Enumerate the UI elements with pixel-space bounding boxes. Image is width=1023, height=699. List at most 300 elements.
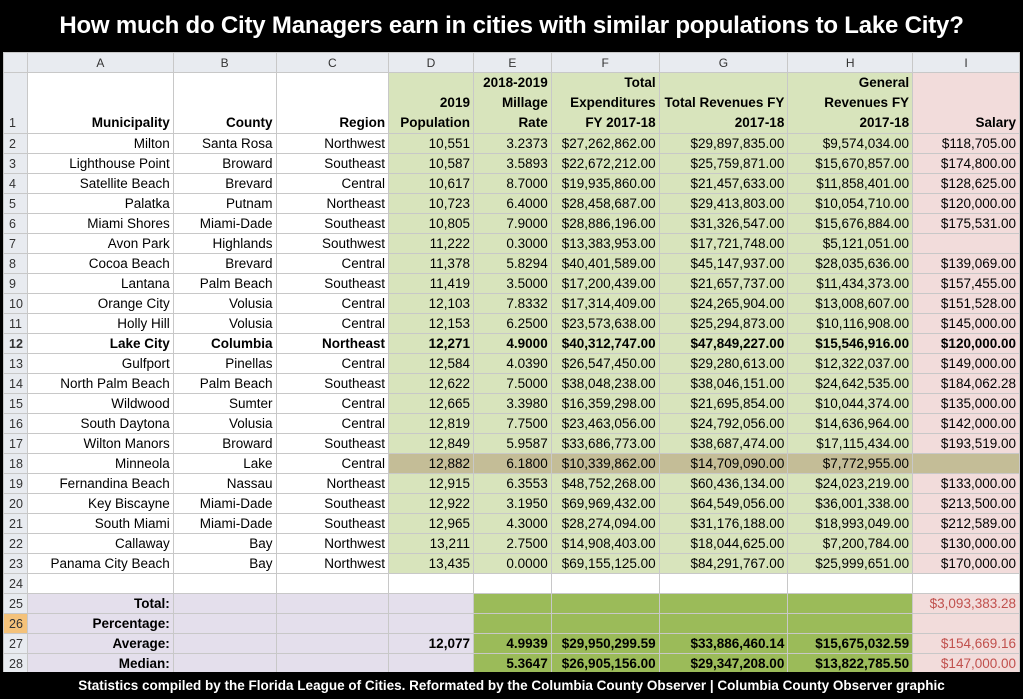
cell-municipality[interactable]: Panama City Beach [27,554,173,574]
column-header[interactable]: H [788,53,913,73]
cell-general[interactable]: $12,322,037.00 [788,354,913,374]
row-number[interactable]: 26 [4,614,28,634]
average-row [4,634,1020,654]
cell-municipality[interactable]: Lighthouse Point [27,154,173,174]
cell-county[interactable]: Santa Rosa [173,134,276,154]
cell-salary[interactable]: $175,531.00 [913,214,1020,234]
cell-general[interactable]: $24,023,219.00 [788,474,913,494]
cell-population[interactable]: 10,587 [389,154,474,174]
cell-region[interactable]: Central [276,294,389,314]
cell-county[interactable]: Broward [173,434,276,454]
row-number[interactable]: 14 [4,374,28,394]
total-label[interactable]: Total: [27,594,173,614]
cell-county[interactable]: Highlands [173,234,276,254]
cell-population[interactable]: 12,915 [389,474,474,494]
cell-revenues[interactable]: $29,897,835.00 [659,134,788,154]
row-number[interactable]: 3 [4,154,28,174]
cell-population[interactable]: 10,805 [389,214,474,234]
cell-region[interactable]: Southeast [276,374,389,394]
column-header[interactable]: D [389,53,474,73]
cell-municipality[interactable]: Fernandina Beach [27,474,173,494]
cell-millage[interactable]: 5.9587 [473,434,551,454]
cell-salary[interactable]: $139,069.00 [913,254,1020,274]
cell-millage[interactable]: 6.1800 [473,454,551,474]
column-header-row [4,53,1020,73]
cell-county[interactable]: Nassau [173,474,276,494]
cell-county[interactable]: Bay [173,534,276,554]
header-revenues[interactable]: Total Revenues FY 2017-18 [659,73,788,134]
cell-population[interactable]: 12,965 [389,514,474,534]
cell-millage[interactable]: 5.8294 [473,254,551,274]
cell-revenues[interactable]: $24,265,904.00 [659,294,788,314]
cell-salary[interactable]: $135,000.00 [913,394,1020,414]
cell-millage[interactable]: 3.5000 [473,274,551,294]
cell[interactable] [276,574,389,594]
cell-millage[interactable]: 3.1950 [473,494,551,514]
cell[interactable] [276,614,389,634]
cell-salary[interactable]: $130,000.00 [913,534,1020,554]
row-number[interactable]: 15 [4,394,28,414]
cell-general[interactable]: $7,200,784.00 [788,534,913,554]
column-header[interactable]: B [173,53,276,73]
cell-expenditures[interactable]: $48,752,268.00 [551,474,659,494]
cell-general[interactable]: $10,044,374.00 [788,394,913,414]
cell-expenditures[interactable]: $14,908,403.00 [551,534,659,554]
cell-millage[interactable]: 7.7500 [473,414,551,434]
cell-population[interactable]: 10,723 [389,194,474,214]
cell[interactable] [173,654,276,673]
cell[interactable] [473,594,551,614]
cell-general[interactable]: $28,035,636.00 [788,254,913,274]
cell-expenditures[interactable]: $40,312,747.00 [551,334,659,354]
row-number[interactable]: 5 [4,194,28,214]
cell[interactable] [551,594,659,614]
cell-millage[interactable]: 7.5000 [473,374,551,394]
cell-municipality[interactable]: Orange City [27,294,173,314]
cell-general[interactable]: $10,116,908.00 [788,314,913,334]
cell-expenditures[interactable]: $17,314,409.00 [551,294,659,314]
cell-expenditures[interactable]: $69,969,432.00 [551,494,659,514]
cell-expenditures[interactable]: $33,686,773.00 [551,434,659,454]
cell-revenues[interactable]: $38,046,151.00 [659,374,788,394]
cell-expenditures[interactable]: $27,262,862.00 [551,134,659,154]
cell-revenues[interactable]: $18,044,625.00 [659,534,788,554]
column-header[interactable]: G [659,53,788,73]
cell-general[interactable]: $18,993,049.00 [788,514,913,534]
cell-salary[interactable]: $212,589.00 [913,514,1020,534]
row-number[interactable]: 10 [4,294,28,314]
average-revenues[interactable]: $33,886,460.14 [659,634,788,654]
row-number[interactable]: 12 [4,334,28,354]
cell-millage[interactable]: 2.7500 [473,534,551,554]
column-header[interactable]: A [27,53,173,73]
median-millage[interactable]: 5.3647 [473,654,551,673]
cell-revenues[interactable]: $25,759,871.00 [659,154,788,174]
cell-region[interactable]: Central [276,254,389,274]
cell-population[interactable]: 12,849 [389,434,474,454]
cell[interactable] [788,594,913,614]
column-header[interactable]: I [913,53,1020,73]
median-expenditures[interactable]: $26,905,156.00 [551,654,659,673]
cell-salary[interactable]: $170,000.00 [913,554,1020,574]
cell-general[interactable]: $15,670,857.00 [788,154,913,174]
cell-municipality[interactable]: Holly Hill [27,314,173,334]
row-number[interactable]: 20 [4,494,28,514]
cell-population[interactable]: 12,153 [389,314,474,334]
cell-millage[interactable]: 3.5893 [473,154,551,174]
column-header[interactable]: F [551,53,659,73]
cell-millage[interactable]: 8.7000 [473,174,551,194]
cell-general[interactable]: $7,772,955.00 [788,454,913,474]
cell-general[interactable]: $17,115,434.00 [788,434,913,454]
cell-expenditures[interactable]: $28,886,196.00 [551,214,659,234]
cell-revenues[interactable]: $25,294,873.00 [659,314,788,334]
row-number[interactable]: 1 [4,73,28,134]
cell-municipality[interactable]: Lantana [27,274,173,294]
cell[interactable] [659,594,788,614]
cell[interactable] [389,594,474,614]
cell-expenditures[interactable]: $23,463,056.00 [551,414,659,434]
cell-general[interactable]: $5,121,051.00 [788,234,913,254]
cell-region[interactable]: Northwest [276,534,389,554]
row-number[interactable]: 18 [4,454,28,474]
cell-millage[interactable]: 6.4000 [473,194,551,214]
cell-general[interactable]: $11,858,401.00 [788,174,913,194]
cell-millage[interactable]: 4.3000 [473,514,551,534]
header-county[interactable]: County [173,73,276,134]
cell-county[interactable]: Lake [173,454,276,474]
row-number[interactable]: 2 [4,134,28,154]
header-expenditures[interactable]: Total Expenditures FY 2017-18 [551,73,659,134]
cell-region[interactable]: Northeast [276,334,389,354]
cell-millage[interactable]: 0.0000 [473,554,551,574]
median-revenues[interactable]: $29,347,208.00 [659,654,788,673]
cell-general[interactable]: $15,546,916.00 [788,334,913,354]
cell-general[interactable]: $25,999,651.00 [788,554,913,574]
average-label[interactable]: Average: [27,634,173,654]
header-region[interactable]: Region [276,73,389,134]
cell-county[interactable]: Columbia [173,334,276,354]
cell-revenues[interactable]: $29,413,803.00 [659,194,788,214]
row-number[interactable]: 25 [4,594,28,614]
cell-population[interactable]: 10,551 [389,134,474,154]
cell-region[interactable]: Central [276,414,389,434]
row-number[interactable]: 9 [4,274,28,294]
row-number[interactable]: 4 [4,174,28,194]
table-row [4,174,1020,194]
cell-expenditures[interactable]: $10,339,862.00 [551,454,659,474]
cell-municipality[interactable]: Key Biscayne [27,494,173,514]
cell-revenues[interactable]: $14,709,090.00 [659,454,788,474]
cell-revenues[interactable]: $38,687,474.00 [659,434,788,454]
row-number[interactable]: 24 [4,574,28,594]
cell-revenues[interactable]: $64,549,056.00 [659,494,788,514]
cell-expenditures[interactable]: $40,401,589.00 [551,254,659,274]
row-number[interactable]: 19 [4,474,28,494]
select-all-corner[interactable] [4,53,28,73]
cell-salary[interactable]: $149,000.00 [913,354,1020,374]
cell-expenditures[interactable]: $26,547,450.00 [551,354,659,374]
cell[interactable] [276,634,389,654]
cell-county[interactable]: Palm Beach [173,274,276,294]
cell-region[interactable]: Central [276,174,389,194]
cell-millage[interactable]: 3.2373 [473,134,551,154]
cell-county[interactable]: Broward [173,154,276,174]
cell-region[interactable]: Central [276,394,389,414]
percentage-label[interactable]: Percentage: [27,614,173,634]
cell-millage[interactable]: 3.3980 [473,394,551,414]
cell-general[interactable]: $10,054,710.00 [788,194,913,214]
cell-population[interactable]: 10,617 [389,174,474,194]
header-row [4,73,1020,134]
cell-population[interactable]: 12,819 [389,414,474,434]
cell-region[interactable]: Northeast [276,194,389,214]
cell-millage[interactable]: 6.3553 [473,474,551,494]
cell-revenues[interactable]: $17,721,748.00 [659,234,788,254]
column-header[interactable]: E [473,53,551,73]
cell-municipality[interactable]: South Miami [27,514,173,534]
cell[interactable] [389,574,474,594]
cell-population[interactable]: 12,922 [389,494,474,514]
cell-salary[interactable]: $174,800.00 [913,154,1020,174]
cell[interactable] [27,574,173,594]
header-general-revenues[interactable]: General Revenues FY 2017-18 [788,73,913,134]
cell-region[interactable]: Northeast [276,474,389,494]
cell-salary[interactable]: $193,519.00 [913,434,1020,454]
cell-municipality[interactable]: Cocoa Beach [27,254,173,274]
cell-expenditures[interactable]: $28,458,687.00 [551,194,659,214]
cell[interactable] [913,574,1020,594]
cell-county[interactable]: Miami-Dade [173,214,276,234]
cell[interactable] [913,614,1020,634]
cell-salary[interactable] [913,234,1020,254]
cell-salary[interactable]: $151,528.00 [913,294,1020,314]
cell-millage[interactable]: 6.2500 [473,314,551,334]
footer-credit: Statistics compiled by the Florida League of Cities. Reformated by the Columbia County Observer | Columbia County Observer graphic [78,678,945,693]
cell[interactable] [659,614,788,634]
average-expenditures[interactable]: $29,950,299.59 [551,634,659,654]
row-number[interactable]: 23 [4,554,28,574]
cell-salary[interactable]: $157,455.00 [913,274,1020,294]
column-header[interactable]: C [276,53,389,73]
average-population[interactable]: 12,077 [389,634,474,654]
cell[interactable] [276,654,389,673]
cell[interactable] [551,614,659,634]
cell-revenues[interactable]: $21,695,854.00 [659,394,788,414]
cell-general[interactable]: $14,636,964.00 [788,414,913,434]
row-number[interactable]: 11 [4,314,28,334]
cell-revenues[interactable]: $21,657,737.00 [659,274,788,294]
cell[interactable] [173,634,276,654]
cell-population[interactable]: 11,378 [389,254,474,274]
header-salary[interactable]: Salary [913,73,1020,134]
cell-millage[interactable]: 7.8332 [473,294,551,314]
row-number[interactable]: 6 [4,214,28,234]
cell-region[interactable]: Central [276,454,389,474]
total-salary[interactable]: $3,093,383.28 [913,594,1020,614]
cell-region[interactable]: Southeast [276,154,389,174]
cell-salary[interactable]: $120,000.00 [913,334,1020,354]
row-number[interactable]: 27 [4,634,28,654]
cell-general[interactable]: $11,434,373.00 [788,274,913,294]
cell-county[interactable]: Brevard [173,254,276,274]
cell-revenues[interactable]: $47,849,227.00 [659,334,788,354]
cell-salary[interactable]: $128,625.00 [913,174,1020,194]
cell-expenditures[interactable]: $38,048,238.00 [551,374,659,394]
cell-revenues[interactable]: $84,291,767.00 [659,554,788,574]
cell-region[interactable]: Southeast [276,274,389,294]
cell-revenues[interactable]: $24,792,056.00 [659,414,788,434]
cell[interactable] [788,614,913,634]
cell[interactable] [551,574,659,594]
cell-region[interactable]: Southeast [276,514,389,534]
header-millage[interactable]: 2018-2019 Millage Rate [473,73,551,134]
cell-population[interactable]: 12,622 [389,374,474,394]
cell-general[interactable]: $9,574,034.00 [788,134,913,154]
cell-region[interactable]: Northwest [276,134,389,154]
average-salary[interactable]: $154,669.16 [913,634,1020,654]
median-salary[interactable]: $147,000.00 [913,654,1020,673]
cell-municipality[interactable]: Wilton Manors [27,434,173,454]
cell[interactable] [473,614,551,634]
cell-general[interactable]: $36,001,338.00 [788,494,913,514]
cell-salary[interactable]: $120,000.00 [913,194,1020,214]
cell-salary[interactable]: $142,000.00 [913,414,1020,434]
cell-general[interactable]: $24,642,535.00 [788,374,913,394]
cell-revenues[interactable]: $60,436,134.00 [659,474,788,494]
cell[interactable] [788,574,913,594]
cell[interactable] [173,614,276,634]
cell-revenues[interactable]: $21,457,633.00 [659,174,788,194]
row-number[interactable]: 21 [4,514,28,534]
cell-millage[interactable]: 4.0390 [473,354,551,374]
cell-population[interactable]: 11,419 [389,274,474,294]
cell-population[interactable]: 11,222 [389,234,474,254]
cell-salary[interactable]: $145,000.00 [913,314,1020,334]
cell-salary[interactable]: $133,000.00 [913,474,1020,494]
cell-county[interactable]: Volusia [173,294,276,314]
cell[interactable] [276,594,389,614]
cell-municipality[interactable]: North Palm Beach [27,374,173,394]
cell-county[interactable]: Palm Beach [173,374,276,394]
cell-municipality[interactable]: Gulfport [27,354,173,374]
cell-county[interactable]: Putnam [173,194,276,214]
average-general-revenues[interactable]: $15,675,032.59 [788,634,913,654]
cell-revenues[interactable]: $29,280,613.00 [659,354,788,374]
cell-expenditures[interactable]: $16,359,298.00 [551,394,659,414]
cell-municipality[interactable]: Milton [27,134,173,154]
row-number[interactable]: 22 [4,534,28,554]
row-number[interactable]: 7 [4,234,28,254]
cell-expenditures[interactable]: $23,573,638.00 [551,314,659,334]
cell-expenditures[interactable]: $13,383,953.00 [551,234,659,254]
cell-population[interactable]: 13,435 [389,554,474,574]
cell[interactable] [173,594,276,614]
cell-county[interactable]: Miami-Dade [173,494,276,514]
cell-expenditures[interactable]: $28,274,094.00 [551,514,659,534]
cell-municipality[interactable]: Satellite Beach [27,174,173,194]
cell[interactable] [173,574,276,594]
average-millage[interactable]: 4.9939 [473,634,551,654]
header-population[interactable]: 2019 Population [389,73,474,134]
cell-population[interactable]: 13,211 [389,534,474,554]
cell-region[interactable]: Central [276,354,389,374]
cell-expenditures[interactable]: $69,155,125.00 [551,554,659,574]
cell[interactable] [473,574,551,594]
header-municipality[interactable]: Municipality [27,73,173,134]
cell-region[interactable]: Southeast [276,214,389,234]
row-number[interactable]: 13 [4,354,28,374]
cell-millage[interactable]: 4.9000 [473,334,551,354]
cell-expenditures[interactable]: $17,200,439.00 [551,274,659,294]
cell-general[interactable]: $13,008,607.00 [788,294,913,314]
cell[interactable] [389,654,474,673]
row-number[interactable]: 28 [4,654,28,673]
cell-population[interactable]: 12,665 [389,394,474,414]
cell-county[interactable]: Sumter [173,394,276,414]
cell-municipality[interactable]: Miami Shores [27,214,173,234]
cell-population[interactable]: 12,103 [389,294,474,314]
cell-municipality[interactable]: Lake City [27,334,173,354]
table-row [4,154,1020,174]
cell-population[interactable]: 12,271 [389,334,474,354]
cell-municipality[interactable]: Avon Park [27,234,173,254]
cell-revenues[interactable]: $31,326,547.00 [659,214,788,234]
cell[interactable] [389,614,474,634]
median-general-revenues[interactable]: $13,822,785.50 [788,654,913,673]
median-label[interactable]: Median: [27,654,173,673]
cell-region[interactable]: Northwest [276,554,389,574]
cell-region[interactable]: Southeast [276,494,389,514]
cell-revenues[interactable]: $45,147,937.00 [659,254,788,274]
cell-county[interactable]: Brevard [173,174,276,194]
table-row [4,134,1020,154]
cell-municipality[interactable]: Minneola [27,454,173,474]
row-number[interactable]: 17 [4,434,28,454]
cell-millage[interactable]: 7.9000 [473,214,551,234]
table-row [4,414,1020,434]
cell-salary[interactable]: $213,500.00 [913,494,1020,514]
cell-region[interactable]: Southwest [276,234,389,254]
cell-municipality[interactable]: Callaway [27,534,173,554]
cell-municipality[interactable]: Wildwood [27,394,173,414]
cell-county[interactable]: Volusia [173,414,276,434]
blank-row [4,574,1020,594]
cell-revenues[interactable]: $31,176,188.00 [659,514,788,534]
cell-general[interactable]: $15,676,884.00 [788,214,913,234]
cell-municipality[interactable]: South Daytona [27,414,173,434]
page-title: How much do City Managers earn in cities with similar populations to Lake City? [59,12,964,39]
cell-salary[interactable] [913,454,1020,474]
cell-municipality[interactable]: Palatka [27,194,173,214]
cell-population[interactable]: 12,882 [389,454,474,474]
cell-population[interactable]: 12,584 [389,354,474,374]
cell-expenditures[interactable]: $22,672,212.00 [551,154,659,174]
cell-region[interactable]: Southeast [276,434,389,454]
cell-region[interactable]: Central [276,314,389,334]
row-number[interactable]: 16 [4,414,28,434]
cell-county[interactable]: Bay [173,554,276,574]
cell-expenditures[interactable]: $19,935,860.00 [551,174,659,194]
row-number[interactable]: 8 [4,254,28,274]
cell-salary[interactable]: $118,705.00 [913,134,1020,154]
cell-county[interactable]: Pinellas [173,354,276,374]
cell[interactable] [659,574,788,594]
cell-salary[interactable]: $184,062.28 [913,374,1020,394]
cell-millage[interactable]: 0.3000 [473,234,551,254]
cell-county[interactable]: Miami-Dade [173,514,276,534]
cell-county[interactable]: Volusia [173,314,276,334]
